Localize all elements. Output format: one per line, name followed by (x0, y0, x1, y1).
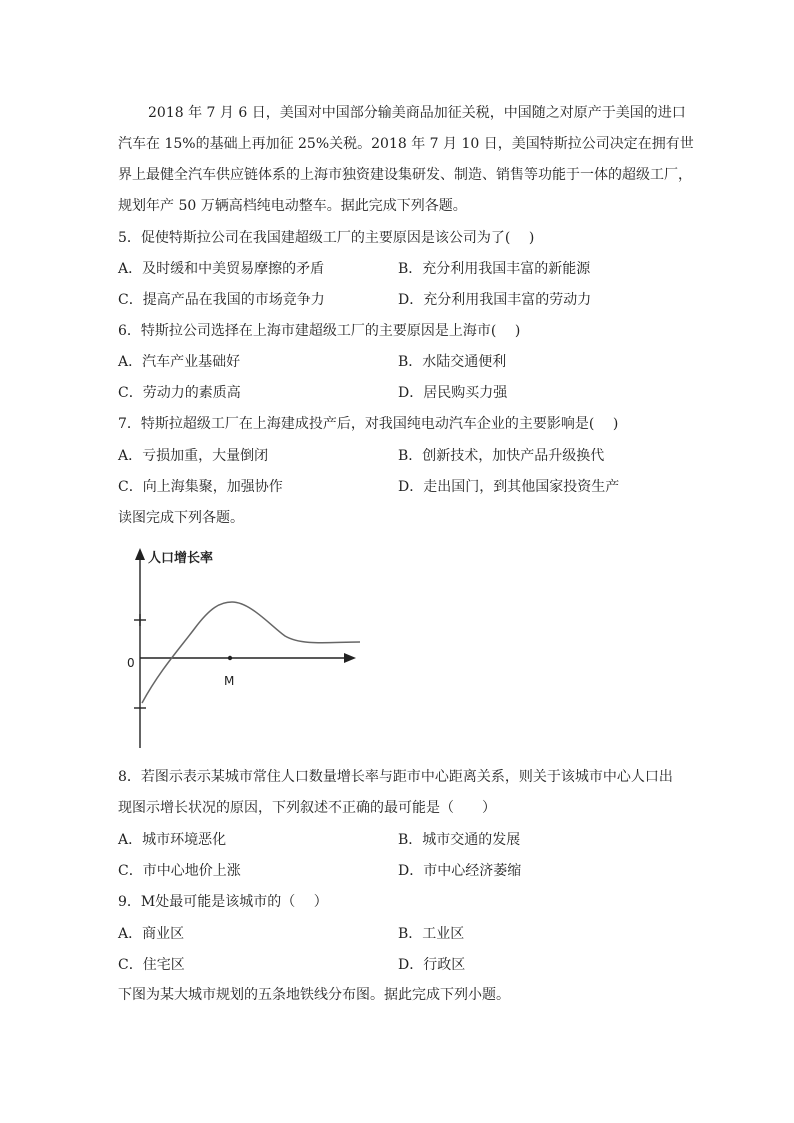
m-label: M (224, 674, 235, 688)
y-axis-label: 人口增长率 (148, 551, 214, 566)
question-5-option-b: B．充分利用我国丰富的新能源 (398, 261, 591, 277)
question-9-option-b: B．工业区 (398, 926, 465, 942)
question-7-option-a: A．亏损加重，大量倒闭 (118, 448, 269, 464)
intro-line-1: 2018 年 7 月 6 日，美国对中国部分输美商品加征关税，中国随之对原产于美国的进口 (148, 105, 686, 121)
question-8-stem-line-2: 现图示增长状况的原因，下列叙述不正确的最可能是（ ） (118, 800, 496, 816)
question-8-option-c: C．市中心地价上涨 (118, 863, 241, 879)
question-8-stem-line-1: 8．若图示表示某城市常住人口数量增长率与距市中心距离关系，则关于该城市中心人口出 (118, 769, 673, 785)
origin-label: 0 (127, 656, 135, 670)
question-9-option-c: C．住宅区 (118, 957, 185, 973)
question-8-option-d: D．市中心经济萎缩 (398, 863, 522, 879)
intro-line-3: 界上最健全汽车供应链体系的上海市独资建设集研发、制造、销售等功能于一体的超级工厂， (118, 167, 692, 183)
section-2-intro: 读图完成下列各题。 (118, 510, 244, 526)
question-9-option-d: D．行政区 (398, 957, 466, 973)
question-8-option-b: B．城市交通的发展 (398, 832, 521, 848)
m-point (228, 656, 232, 660)
question-5-option-d: D．充分利用我国丰富的劳动力 (398, 292, 592, 308)
question-6-option-c: C．劳动力的素质高 (118, 385, 241, 401)
question-6-option-d: D．居民购买力强 (398, 385, 508, 401)
question-5-option-c: C．提高产品在我国的市场竞争力 (118, 292, 325, 308)
population-growth-figure (120, 540, 370, 755)
question-7-option-c: C．向上海集聚，加强协作 (118, 479, 283, 495)
question-6-option-b: B．水陆交通便利 (398, 354, 507, 370)
growth-curve (142, 602, 360, 703)
question-7-option-d: D．走出国门，到其他国家投资生产 (398, 479, 620, 495)
question-8-option-a: A．城市环境恶化 (118, 832, 227, 848)
question-9-option-a: A．商业区 (118, 926, 185, 942)
question-5-option-a: A．及时缓和中美贸易摩擦的矛盾 (118, 261, 325, 277)
question-6-option-a: A．汽车产业基础好 (118, 354, 241, 370)
question-5-stem: 5．促使特斯拉公司在我国建超级工厂的主要原因是该公司为了( ) (118, 230, 535, 246)
intro-line-4: 规划年产 50 万辆高档纯电动整车。据此完成下列各题。 (118, 198, 467, 214)
y-axis-arrow (135, 548, 145, 560)
intro-line-2: 汽车在 15%的基础上再加征 25%关税。2018 年 7 月 10 日，美国特斯拉公司决定在拥有世 (118, 136, 694, 152)
question-6-stem: 6．特斯拉公司选择在上海市建超级工厂的主要原因是上海市( ) (118, 323, 521, 339)
section-3-intro: 下图为某大城市规划的五条地铁线分布图。据此完成下列小题。 (118, 987, 510, 1003)
x-axis-arrow (344, 653, 356, 663)
question-7-option-b: B．创新技术，加快产品升级换代 (398, 448, 605, 464)
question-9-stem: 9．M处最可能是该城市的（ ） (118, 894, 328, 910)
question-7-stem: 7．特斯拉超级工厂在上海建成投产后，对我国纯电动汽车企业的主要影响是( ) (118, 416, 619, 432)
